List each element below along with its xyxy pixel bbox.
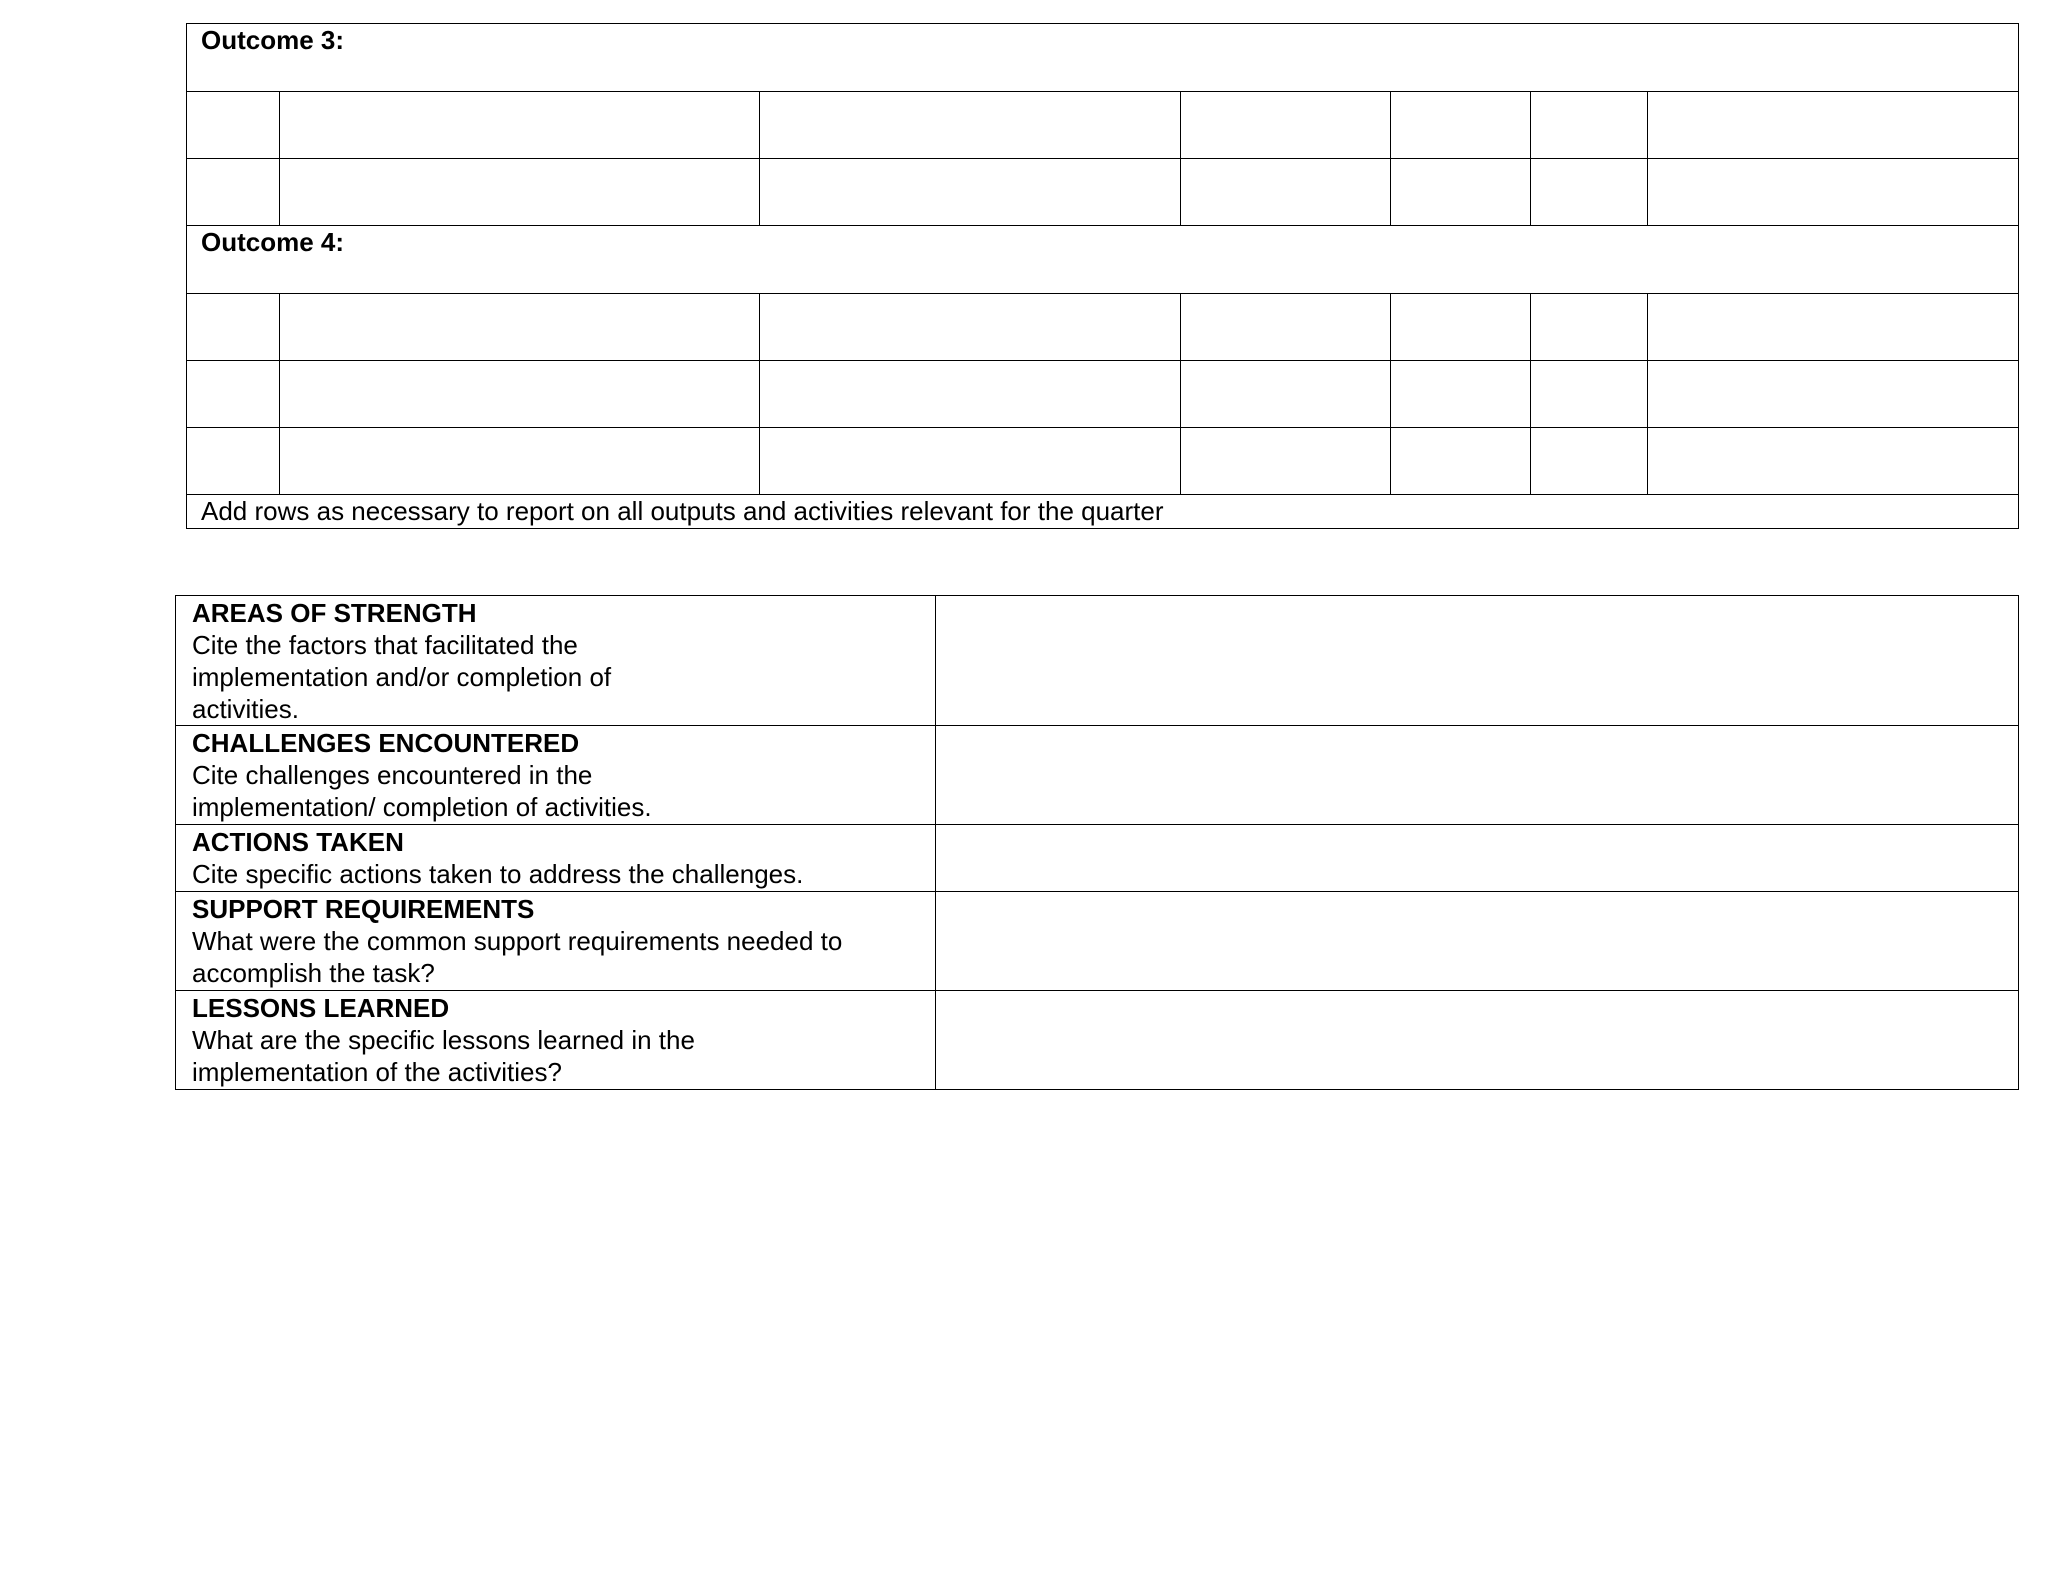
table-cell[interactable] [760, 159, 1181, 226]
section-description: Cite the factors that facilitated the implementation and/or completion of activities. [192, 630, 612, 724]
areas-of-strength-label-cell [176, 596, 936, 726]
add-rows-note: Add rows as necessary to report on all outputs and activities relevant for the quarter [187, 495, 2019, 529]
section-heading: SUPPORT REQUIREMENTS [192, 894, 535, 924]
table-cell[interactable] [1391, 159, 1531, 226]
section-heading: ACTIONS TAKEN [192, 827, 404, 857]
section-heading: LESSONS LEARNED [192, 993, 450, 1023]
table-cell[interactable] [1531, 159, 1648, 226]
outcome-3-row-2 [187, 159, 2019, 226]
areas-of-strength-row [176, 596, 2019, 726]
table-cell[interactable] [1531, 294, 1648, 361]
table-cell[interactable] [280, 428, 760, 495]
outcomes-table [186, 23, 2019, 529]
table-cell[interactable] [1648, 92, 2019, 159]
outcome-4-label: Outcome 4: [187, 226, 2019, 294]
table-cell[interactable] [1181, 361, 1391, 428]
actions-taken-row [176, 825, 2019, 892]
table-cell[interactable] [187, 159, 280, 226]
section-heading: CHALLENGES ENCOUNTERED [192, 728, 580, 758]
table-cell[interactable] [187, 294, 280, 361]
table-cell[interactable] [280, 159, 760, 226]
table-cell[interactable] [1648, 428, 2019, 495]
narrative-table [175, 595, 2019, 1090]
support-requirements-label-cell [176, 892, 936, 991]
actions-taken-response-cell[interactable] [936, 825, 2019, 892]
table-cell[interactable] [187, 92, 280, 159]
add-rows-note-row [187, 495, 2019, 529]
section-description: Cite specific actions taken to address the challenges. [192, 859, 804, 889]
section-description: What were the common support requirements needed to accomplish the task? [192, 926, 843, 988]
table-cell[interactable] [1648, 159, 2019, 226]
table-cell[interactable] [1391, 294, 1531, 361]
table-cell[interactable] [760, 428, 1181, 495]
table-cell[interactable] [1531, 428, 1648, 495]
table-cell[interactable] [280, 92, 760, 159]
table-cell[interactable] [760, 361, 1181, 428]
actions-taken-label-cell [176, 825, 936, 892]
table-cell[interactable] [1391, 428, 1531, 495]
outcome-4-row-2 [187, 361, 2019, 428]
table-cell[interactable] [280, 294, 760, 361]
table-cell[interactable] [1391, 361, 1531, 428]
challenges-encountered-response-cell[interactable] [936, 726, 2019, 825]
challenges-encountered-label-cell [176, 726, 936, 825]
table-cell[interactable] [760, 92, 1181, 159]
table-cell[interactable] [280, 361, 760, 428]
table-cell[interactable] [1181, 159, 1391, 226]
challenges-encountered-row [176, 726, 2019, 825]
support-requirements-row [176, 892, 2019, 991]
table-cell[interactable] [187, 361, 280, 428]
table-cell[interactable] [187, 428, 280, 495]
areas-of-strength-response-cell[interactable] [936, 596, 2019, 726]
table-cell[interactable] [1181, 92, 1391, 159]
outcome-4-header-row [187, 226, 2019, 294]
support-requirements-response-cell[interactable] [936, 892, 2019, 991]
section-description: What are the specific lessons learned in the implementation of the activities? [192, 1025, 695, 1087]
outcome-4-row-1 [187, 294, 2019, 361]
table-cell[interactable] [1181, 294, 1391, 361]
table-cell[interactable] [1181, 428, 1391, 495]
table-cell[interactable] [1531, 361, 1648, 428]
section-heading: AREAS OF STRENGTH [192, 598, 477, 628]
table-cell[interactable] [760, 294, 1181, 361]
lessons-learned-row [176, 991, 2019, 1090]
outcome-3-header-row [187, 24, 2019, 92]
table-cell[interactable] [1391, 92, 1531, 159]
table-cell[interactable] [1648, 361, 2019, 428]
outcome-4-row-3 [187, 428, 2019, 495]
lessons-learned-response-cell[interactable] [936, 991, 2019, 1090]
table-cell[interactable] [1648, 294, 2019, 361]
lessons-learned-label-cell [176, 991, 936, 1090]
section-description: Cite challenges encountered in the implementation/ completion of activities. [192, 760, 652, 822]
outcome-3-label: Outcome 3: [187, 24, 2019, 92]
table-cell[interactable] [1531, 92, 1648, 159]
outcome-3-row-1 [187, 92, 2019, 159]
